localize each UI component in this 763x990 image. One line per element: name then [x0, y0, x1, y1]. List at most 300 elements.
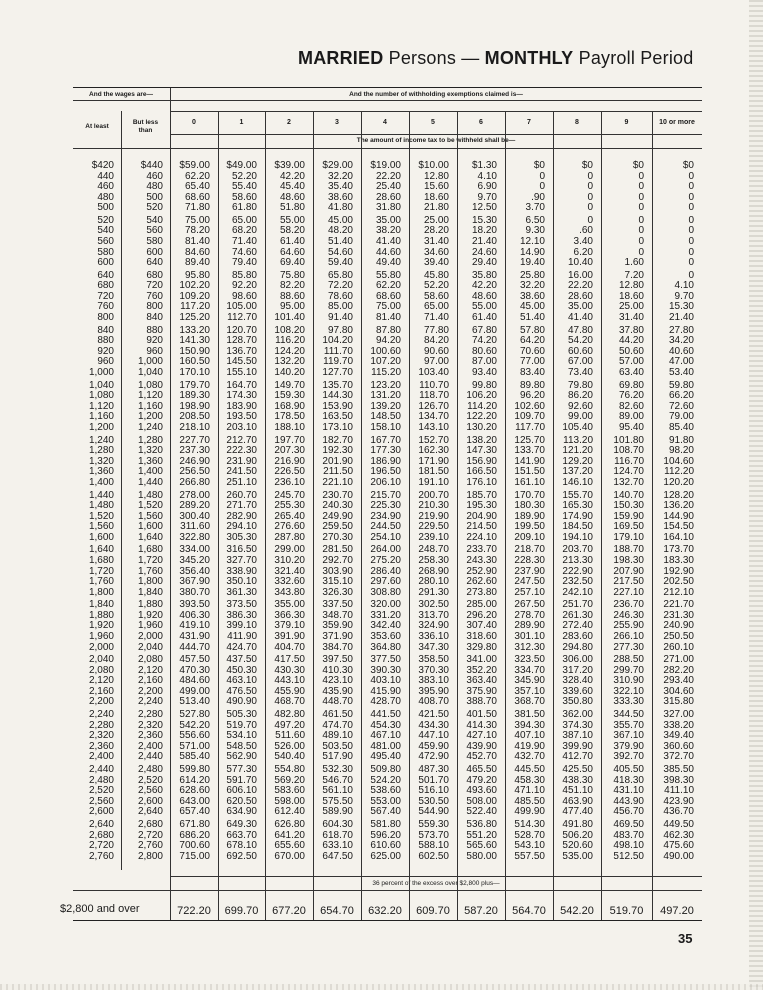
table-cell: 760 [97, 301, 114, 313]
table-cell: 138.20 [466, 434, 497, 446]
table-cell: 141.30 [179, 335, 210, 347]
table-cell: 82.20 [279, 280, 305, 292]
table-cell: $10.00 [418, 160, 449, 171]
table-cell: 316.50 [226, 544, 257, 556]
table-cell: 45.80 [423, 269, 449, 281]
table-cell: 54.20 [567, 335, 593, 347]
table-cell: 489.10 [322, 730, 353, 742]
table-cell: 282.20 [663, 664, 694, 676]
table-cell: 76.20 [618, 390, 644, 402]
table-cell: 37.80 [618, 324, 644, 336]
table-cell: 2,120 [88, 675, 114, 687]
table-cell: 116.70 [614, 455, 644, 467]
table-cell: 0 [587, 170, 593, 182]
table-cell: 0 [587, 202, 593, 214]
table-cell: 840 [146, 312, 163, 324]
table-cell: 2,720 [88, 840, 114, 852]
table-cell: 474.70 [322, 719, 353, 731]
table-cell: 268.90 [418, 565, 449, 577]
table-cell: 634.90 [226, 806, 257, 818]
table-cell: 155.70 [562, 489, 593, 501]
table-cell: 1,440 [88, 489, 114, 501]
table-cell: 2,320 [88, 730, 114, 742]
table-cell: 663.70 [226, 829, 257, 841]
table-cell: 585.40 [179, 751, 210, 763]
table-cell: 217.50 [613, 576, 644, 588]
table-cell: 421.50 [418, 709, 449, 721]
table-cell: 195.30 [466, 500, 497, 512]
table-cell: 0 [587, 214, 593, 226]
table-cell: 509.80 [370, 764, 401, 776]
table-cell: 69.80 [618, 379, 644, 391]
table-cell: 95.40 [618, 421, 644, 433]
column-number: 8 [575, 119, 579, 126]
table-cell: 41.40 [375, 236, 401, 248]
table-cell: 246.30 [613, 609, 644, 621]
table-cell: 324.90 [418, 620, 449, 632]
table-cell: 454.30 [370, 719, 401, 731]
table-cell: 1,680 [137, 544, 163, 556]
table-cell: 565.60 [466, 840, 497, 852]
table-cell: 255.90 [613, 620, 644, 632]
table-cell: 79.40 [231, 257, 257, 269]
table-cell: 395.90 [418, 685, 449, 697]
bottom-row-value: 699.70 [224, 905, 259, 917]
table-cell: 97.00 [423, 356, 449, 368]
table-cell: 18.20 [471, 225, 497, 237]
table-cell: 256.50 [179, 466, 210, 478]
table-cell: 2,680 [88, 829, 114, 841]
table-cell: 451.10 [562, 785, 593, 797]
table-cell: 620.50 [226, 795, 257, 807]
table-cell: 320.00 [370, 599, 401, 611]
table-cell: 461.50 [322, 709, 353, 721]
table-cell: 960 [97, 356, 114, 368]
table-cell: 514.30 [514, 819, 545, 831]
table-cell: 462.30 [663, 829, 694, 841]
table-cell: 21.40 [471, 236, 497, 248]
table-cell: 1,600 [137, 521, 163, 533]
table-cell: 16.00 [567, 269, 593, 281]
table-cell: .60 [579, 225, 593, 237]
table-cell: 760 [146, 290, 163, 302]
table-cell: 387.10 [562, 730, 593, 742]
table-cell: 417.50 [274, 654, 305, 666]
table-cell: 9.30 [525, 225, 545, 237]
table-cell: 151.50 [514, 466, 545, 478]
table-cell: 580.00 [466, 850, 497, 862]
table-cell: 0 [688, 170, 694, 182]
table-cell: 331.20 [370, 609, 401, 621]
table-cell: 561.10 [322, 785, 353, 797]
table-cell: 0 [688, 257, 694, 269]
table-cell: 38.60 [519, 290, 545, 302]
table-cell: $420 [91, 160, 114, 171]
table-cell: 47.00 [668, 356, 694, 368]
table-cell: 2,240 [88, 709, 114, 721]
table-cell: 293.40 [663, 675, 694, 687]
table-cell: 406.30 [179, 609, 210, 621]
table-cell: 234.90 [370, 510, 401, 522]
table-cell: 171.90 [418, 455, 449, 467]
table-cell: 102.20 [179, 280, 210, 292]
table-cell: 383.10 [418, 675, 449, 687]
table-cell: 58.60 [231, 191, 257, 203]
table-cell: 192.90 [663, 565, 694, 577]
table-cell: 411.90 [227, 631, 257, 643]
table-cell: 1,040 [88, 379, 114, 391]
table-cell: 880 [97, 335, 114, 347]
table-cell: 92.20 [231, 280, 257, 292]
table-cell: 419.10 [179, 620, 210, 632]
table-cell: 240.90 [663, 620, 694, 632]
table-cell: 124.70 [613, 466, 644, 478]
table-cell: 140.20 [274, 366, 305, 378]
table-cell: 191.10 [418, 476, 449, 488]
table-cell: 259.50 [322, 521, 353, 533]
table-cell: 208.50 [179, 411, 210, 423]
table-cell: 289.20 [179, 500, 210, 512]
table-cell: 221.10 [322, 476, 353, 488]
table-cell: 22.20 [567, 280, 593, 292]
table-cell: 57.00 [618, 356, 644, 368]
table-cell: 154.50 [663, 521, 694, 533]
table-cell: 109.70 [514, 411, 545, 423]
table-cell: 78.60 [327, 290, 353, 302]
table-cell: 2,240 [137, 696, 163, 708]
table-cell: 368.70 [514, 696, 545, 708]
table-cell: 480 [97, 191, 114, 203]
table-cell: 315.80 [663, 696, 694, 708]
table-cell: 48.20 [327, 225, 353, 237]
table-cell: 596.20 [370, 829, 401, 841]
table-cell: 468.70 [274, 696, 305, 708]
tax-table [73, 87, 702, 921]
table-cell: 85.00 [327, 301, 353, 313]
table-cell: 553.00 [370, 795, 401, 807]
table-cell: 0 [539, 181, 545, 193]
table-cell: 125.70 [514, 434, 545, 446]
table-cell: 633.10 [322, 840, 353, 852]
table-cell: 169.50 [613, 521, 644, 533]
table-cell: 28.60 [375, 191, 401, 203]
table-cell: 398.30 [663, 774, 694, 786]
table-cell: 2,760 [88, 850, 114, 862]
percent-note: 36 percent of the excess over $2,800 plus— [372, 880, 500, 887]
but-less-header: But less than [132, 119, 159, 134]
table-cell: 491.80 [562, 819, 593, 831]
table-cell: 32.20 [327, 170, 353, 182]
wages-header: And the wages are— [89, 91, 153, 98]
table-cell: 299.00 [274, 544, 305, 556]
table-cell: 571.00 [179, 740, 210, 752]
table-cell: 534.10 [226, 730, 257, 742]
table-cell: 6.20 [573, 246, 593, 258]
table-cell: 344.50 [613, 709, 644, 721]
table-cell: 532.30 [322, 764, 353, 776]
table-cell: 48.60 [279, 191, 305, 203]
table-cell: 262.60 [466, 576, 497, 588]
table-cell: 170.10 [179, 366, 210, 378]
table-cell: 62.20 [184, 170, 210, 182]
table-cell: 436.70 [663, 806, 694, 818]
table-cell: 321.40 [274, 565, 305, 577]
table-cell: 1,360 [88, 466, 114, 478]
table-cell: 153.90 [322, 400, 353, 412]
row-rule [170, 111, 702, 112]
table-cell: 73.40 [567, 366, 593, 378]
table-cell: 61.80 [231, 202, 257, 214]
bottom-row-value: 609.70 [416, 905, 450, 917]
table-cell: 275.20 [370, 555, 401, 566]
table-cell: $19.00 [370, 160, 401, 171]
table-cell: 485.50 [514, 795, 545, 807]
table-cell: 2,440 [137, 751, 163, 763]
table-cell: 98.60 [231, 290, 257, 302]
table-cell: 443.10 [274, 675, 305, 687]
table-cell: 0 [688, 225, 694, 237]
table-cell: 206.10 [370, 476, 401, 488]
table-cell: 2,280 [88, 719, 114, 731]
table-cell: 476.50 [226, 685, 257, 697]
table-cell: 618.70 [322, 829, 353, 841]
table-cell: 366.30 [274, 609, 305, 621]
table-cell: 84.20 [423, 335, 449, 347]
table-cell: 580 [146, 236, 163, 248]
table-cell: 1,880 [137, 599, 163, 611]
table-cell: 463.90 [562, 795, 593, 807]
table-cell: 258.30 [418, 555, 449, 566]
table-cell: 528.70 [514, 829, 545, 841]
table-cell: 245.70 [274, 489, 305, 501]
table-cell: 31.80 [375, 202, 401, 214]
table-cell: 135.70 [322, 379, 353, 391]
table-cell: 379.90 [613, 740, 644, 752]
table-cell: 363.40 [466, 675, 497, 687]
table-cell: 374.30 [562, 719, 593, 731]
table-cell: 332.60 [274, 576, 305, 588]
table-cell: 112.70 [227, 312, 257, 324]
table-cell: 2,600 [88, 806, 114, 818]
table-cell: 79.80 [567, 379, 593, 391]
table-cell: 403.10 [370, 675, 401, 687]
table-cell: 168.90 [274, 400, 305, 412]
table-cell: 535.00 [562, 850, 593, 862]
table-cell: 303.90 [322, 565, 353, 577]
table-cell: 183.30 [663, 555, 694, 566]
table-cell: 0 [688, 236, 694, 248]
table-cell: 218.70 [514, 544, 545, 556]
table-cell: 188.10 [274, 421, 305, 433]
table-cell: 556.60 [179, 730, 210, 742]
table-cell: 299.70 [613, 664, 644, 676]
table-cell: 250.50 [663, 631, 694, 643]
table-cell: 1,680 [88, 555, 114, 566]
bottom-row-value: 722.20 [177, 905, 211, 917]
withholding-column [553, 161, 593, 862]
table-cell: 310.90 [613, 675, 644, 687]
table-cell: 68.60 [184, 191, 210, 203]
table-cell: 304.60 [663, 685, 694, 697]
table-cell: 2,200 [88, 696, 114, 708]
table-cell: 95.00 [279, 301, 305, 313]
table-cell: 431.10 [613, 785, 644, 797]
table-cell: 69.40 [279, 257, 305, 269]
table-cell: 136.20 [663, 500, 694, 512]
column-number: 3 [335, 119, 339, 126]
table-cell: 329.80 [466, 641, 497, 653]
table-cell: 1,640 [137, 531, 163, 543]
column-number: 1 [239, 119, 244, 126]
table-cell: 148.50 [370, 411, 401, 423]
table-cell: 231.30 [663, 609, 694, 621]
table-cell: 18.60 [618, 290, 644, 302]
amount-header: The amount of income tax to be withheld shall be— [356, 137, 516, 144]
table-cell: 264.00 [370, 544, 401, 556]
table-cell: 460 [146, 170, 163, 182]
table-cell: 6.50 [525, 214, 545, 226]
table-cell: 271.00 [663, 654, 694, 666]
table-cell: 506.20 [562, 829, 593, 841]
table-cell: 1,960 [88, 631, 114, 643]
table-cell: 225.30 [370, 500, 401, 512]
table-cell: 341.00 [466, 654, 497, 666]
table-cell: 2,120 [137, 664, 163, 676]
table-cell: 337.50 [322, 599, 353, 611]
table-cell: 415.90 [370, 685, 401, 697]
table-cell: 179.10 [613, 531, 644, 543]
table-cell: 199.50 [514, 521, 545, 533]
table-cell: 85.80 [231, 269, 257, 281]
table-cell: 350.80 [562, 696, 593, 708]
table-cell: 105.00 [226, 301, 257, 313]
table-cell: 0 [688, 269, 694, 281]
table-cell: 1,800 [137, 576, 163, 588]
table-cell: 224.10 [466, 531, 497, 543]
table-cell: 105.40 [562, 421, 593, 433]
table-cell: 141.90 [514, 455, 545, 467]
at-least-header: At least [85, 123, 109, 130]
table-cell: 48.60 [471, 290, 497, 302]
table-cell: 67.00 [567, 356, 593, 368]
table-cell: 0 [638, 170, 644, 182]
table-cell: 52.20 [231, 170, 257, 182]
table-cell: 285.00 [466, 599, 497, 611]
table-cell: 440 [97, 170, 114, 182]
table-cell: 97.80 [327, 324, 353, 336]
column-number: 6 [479, 119, 483, 126]
table-cell: 103.40 [418, 366, 449, 378]
table-cell: 44.20 [618, 335, 644, 347]
table-cell: 91.40 [327, 312, 353, 324]
table-cell: 25.00 [423, 214, 449, 226]
withholding-column [361, 161, 401, 862]
table-cell: 146.10 [562, 476, 593, 488]
but-less-column [121, 161, 163, 862]
table-cell: 106.20 [466, 390, 497, 402]
table-cell: 98.20 [668, 445, 694, 457]
table-cell: 117.20 [180, 301, 210, 313]
table-cell: 40.60 [668, 345, 694, 357]
table-cell: 490.90 [226, 696, 257, 708]
table-cell: 121.20 [562, 445, 593, 457]
table-cell: 1,960 [137, 620, 163, 632]
table-cell: 244.50 [370, 521, 401, 533]
table-cell: 294.10 [226, 521, 257, 533]
table-cell: 920 [97, 345, 114, 357]
table-cell: 1,320 [137, 445, 163, 457]
table-cell: 306.00 [562, 654, 593, 666]
table-cell: 89.00 [618, 411, 644, 423]
table-cell: 377.50 [370, 654, 401, 666]
table-cell: 96.20 [519, 390, 545, 402]
table-cell: 232.50 [562, 576, 593, 588]
table-cell: 130.20 [466, 421, 497, 433]
table-cell: 227.70 [179, 434, 210, 446]
table-cell: 410.30 [322, 664, 353, 676]
table-cell: 77.00 [519, 356, 545, 368]
table-cell: 434.30 [418, 719, 449, 731]
table-cell: 840 [97, 324, 114, 336]
page-title: MARRIED Persons — MONTHLY Payroll Period [298, 48, 694, 68]
table-cell: 58.60 [423, 290, 449, 302]
table-cell: 375.90 [466, 685, 497, 697]
table-cell: 1,200 [88, 421, 114, 433]
table-cell: 441.50 [370, 709, 401, 721]
table-cell: 140.70 [613, 489, 644, 501]
table-cell: 270.30 [322, 531, 353, 543]
table-cell: 87.00 [471, 356, 497, 368]
table-cell: 606.10 [226, 785, 257, 797]
table-cell: 156.90 [466, 455, 497, 467]
table-cell: 427.10 [466, 730, 497, 742]
table-cell: 612.40 [274, 806, 305, 818]
table-cell: 49.40 [375, 257, 401, 269]
table-cell: 577.30 [226, 764, 257, 776]
table-cell: 236.10 [274, 476, 305, 488]
table-cell: 120.20 [663, 476, 694, 488]
table-cell: $49.00 [226, 160, 257, 171]
table-cell: 282.90 [226, 510, 257, 522]
table-cell: 317.20 [562, 664, 593, 676]
table-cell: 435.90 [322, 685, 353, 697]
table-cell: 670.00 [274, 850, 305, 862]
table-cell: 678.10 [226, 840, 257, 852]
table-cell: 548.50 [226, 740, 257, 752]
table-cell: 610.60 [370, 840, 401, 852]
table-cell: 209.10 [514, 531, 545, 543]
table-cell: 61.40 [471, 312, 497, 324]
table-cell: 161.10 [514, 476, 545, 488]
table-cell: 2,640 [88, 819, 114, 831]
table-cell: 2,000 [88, 641, 114, 653]
table-cell: 35.80 [471, 269, 497, 281]
table-cell: 85.40 [668, 421, 694, 433]
table-cell: 481.00 [370, 740, 401, 752]
table-cell: 0 [638, 225, 644, 237]
table-cell: .90 [531, 191, 545, 203]
table-cell: 393.50 [179, 599, 210, 611]
bottom-row-value: 677.20 [272, 905, 306, 917]
table-cell: 119.70 [323, 356, 353, 368]
table-cell: 152.70 [418, 434, 449, 446]
table-cell: 499.90 [514, 806, 545, 818]
table-cell: 336.10 [418, 631, 449, 643]
table-cell: 53.40 [668, 366, 694, 378]
table-cell: 328.40 [562, 675, 593, 687]
table-cell: 132.70 [613, 476, 644, 488]
table-cell: 513.40 [179, 696, 210, 708]
